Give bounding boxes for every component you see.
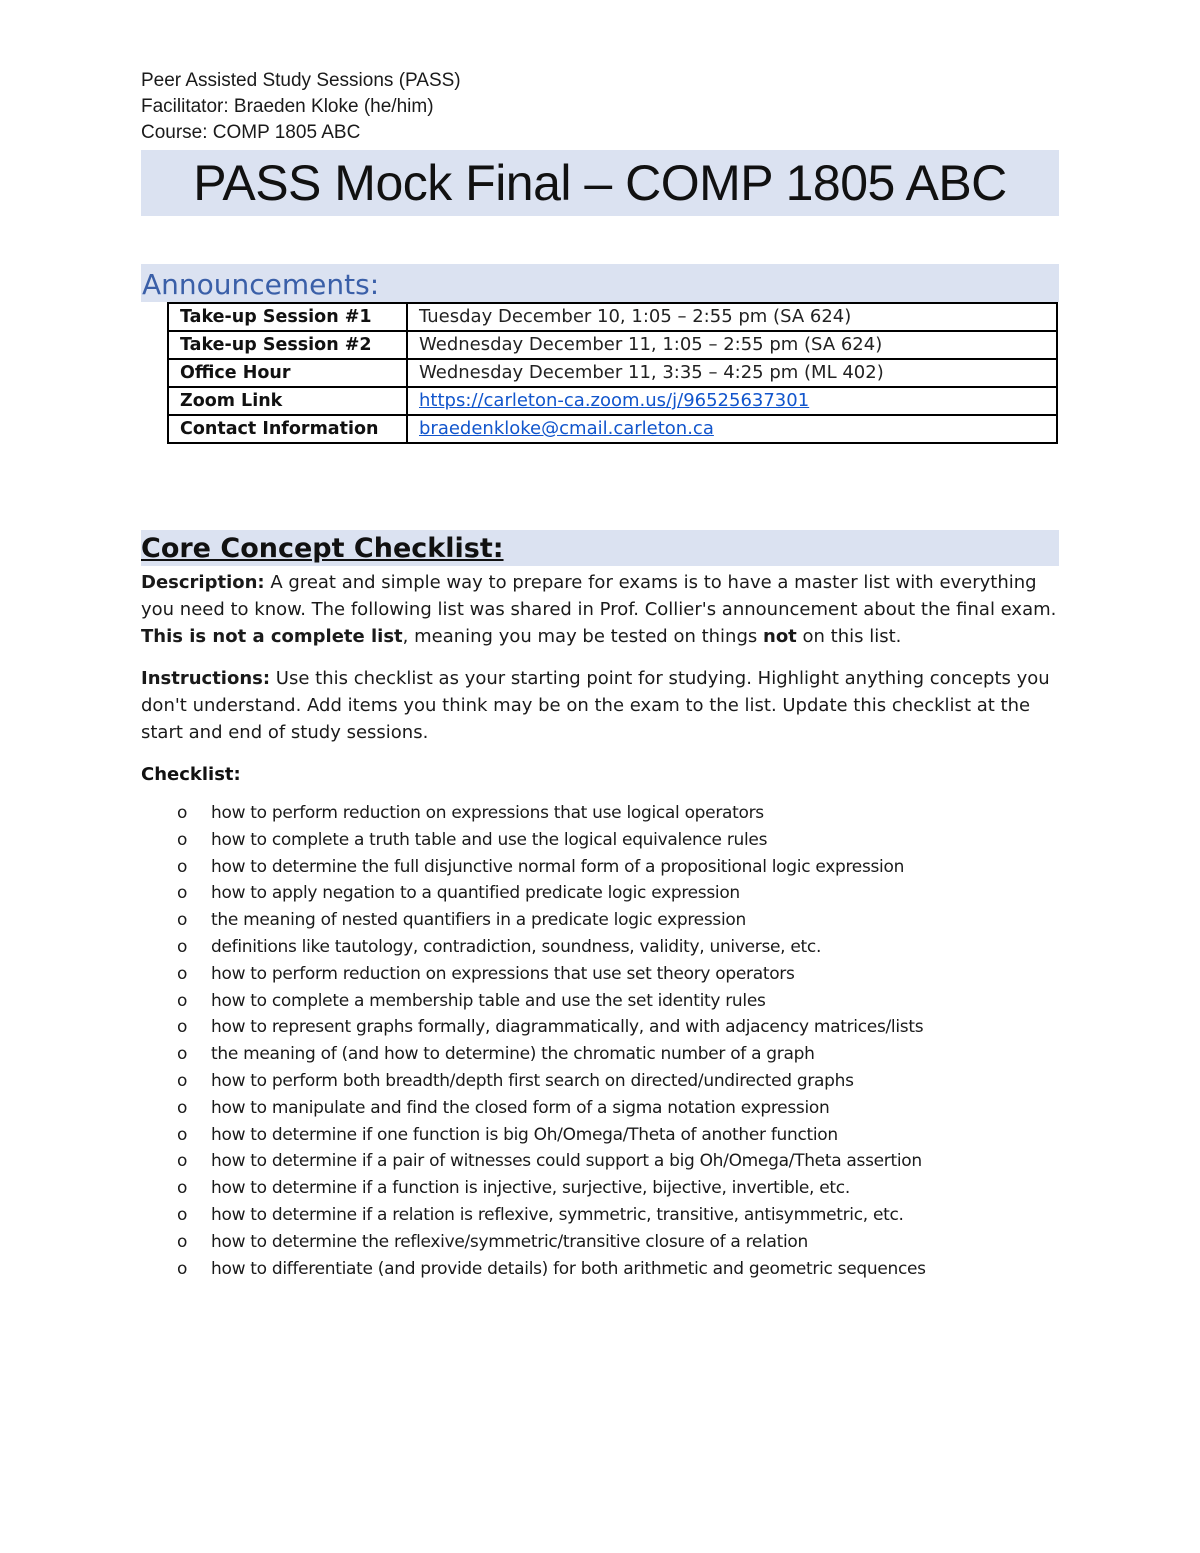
description-text-2: , meaning you may be tested on things [402, 626, 763, 647]
list-item-text: how to perform reduction on expressions that use logical operators [211, 803, 764, 823]
table-row [168, 303, 1057, 331]
checklist-items [141, 800, 1059, 1282]
list-item-text: how to determine if a function is injective, surjective, bijective, invertible, etc. [211, 1178, 850, 1199]
checklist-label: Checklist: [141, 764, 241, 785]
row-value: Wednesday December 11, 3:35 – 4:25 pm (ML 402) [407, 359, 1057, 387]
facilitator-line: Facilitator: Braeden Kloke (he/him) [141, 96, 434, 117]
table-row [168, 331, 1057, 359]
list-item-text: the meaning of nested quantifiers in a predicate logic expression [211, 910, 746, 931]
bullet-icon: o [177, 1151, 188, 1172]
bullet-icon: o [177, 1017, 188, 1038]
list-item [141, 880, 1059, 907]
list-item [141, 1202, 1059, 1229]
bullet-icon: o [177, 1258, 188, 1279]
list-item [141, 1229, 1059, 1256]
list-item-text: how to perform both breadth/depth first search on directed/undirected graphs [211, 1070, 854, 1091]
checklist-banner [141, 530, 1059, 566]
bullet-icon: o [177, 910, 188, 931]
row-value: Tuesday December 10, 1:05 – 2:55 pm (SA 624) [407, 303, 1057, 331]
bullet-icon: o [177, 1124, 188, 1145]
list-item-text: how to differentiate (and provide details) for both arithmetic and geometric sequences [211, 1258, 926, 1279]
instructions-paragraph [141, 665, 1059, 746]
table-row [168, 359, 1057, 387]
list-item [141, 934, 1059, 961]
table-row [168, 415, 1057, 443]
list-item [141, 1014, 1059, 1041]
list-item-text: how to determine if a relation is reflexive, symmetric, transitive, antisymmetric, etc. [211, 1204, 904, 1225]
description-text-3: on this list. [796, 626, 902, 647]
bullet-icon: o [177, 1097, 188, 1118]
list-item-text: how to perform reduction on expressions that use set theory operators [211, 963, 795, 984]
bullet-icon: o [177, 883, 188, 904]
course-line: Course: COMP 1805 ABC [141, 122, 361, 143]
list-item [141, 1175, 1059, 1202]
description-paragraph [141, 569, 1059, 650]
bullet-icon: o [177, 856, 188, 877]
bullet-icon: o [177, 803, 188, 823]
email-link[interactable]: braedenkloke@cmail.carleton.ca [419, 418, 714, 439]
list-item-text: how to determine if one function is big Oh/Omega/Theta of another function [211, 1124, 838, 1145]
checklist-heading: Core Concept Checklist: [141, 533, 504, 564]
row-value: Wednesday December 11, 1:05 – 2:55 pm (SA 624) [407, 331, 1057, 359]
row-label: Contact Information [168, 415, 407, 443]
list-item-text: how to determine the full disjunctive normal form of a propositional logic expression [211, 856, 905, 877]
list-item [141, 961, 1059, 988]
bullet-icon: o [177, 1204, 188, 1225]
bullet-icon: o [177, 1070, 188, 1091]
description-bold-1: This is not a complete list [141, 626, 403, 647]
bullet-icon: o [177, 936, 188, 957]
bullet-icon: o [177, 990, 188, 1011]
list-item [141, 1095, 1059, 1122]
bullet-icon: o [177, 1044, 188, 1065]
row-label: Zoom Link [168, 387, 407, 415]
bullet-icon: o [177, 963, 188, 984]
page-title: PASS Mock Final – COMP 1805 ABC [193, 155, 1007, 211]
document-page [141, 68, 1059, 1282]
email-link-cell [407, 415, 1057, 443]
list-item [141, 988, 1059, 1015]
list-item [141, 1148, 1059, 1175]
list-item [141, 1256, 1059, 1283]
title-banner [141, 150, 1059, 216]
bullet-icon: o [177, 1231, 188, 1252]
list-item-text: how to complete a membership table and use the set identity rules [211, 990, 766, 1011]
list-item [141, 1041, 1059, 1068]
list-item-text: how to apply negation to a quantified predicate logic expression [211, 883, 740, 904]
announcements-banner [141, 264, 1059, 302]
list-item [141, 1068, 1059, 1095]
list-item-text: how to determine if a pair of witnesses could support a big Oh/Omega/Theta assertion [211, 1151, 922, 1172]
list-item-text: definitions like tautology, contradiction, soundness, validity, universe, etc. [211, 936, 822, 957]
zoom-link[interactable]: https://carleton-ca.zoom.us/j/96525637301 [419, 390, 810, 411]
table-row [168, 387, 1057, 415]
bullet-icon: o [177, 1178, 188, 1199]
instructions-label: Instructions: [141, 668, 271, 689]
zoom-link-cell [407, 387, 1057, 415]
row-label: Take-up Session #2 [168, 331, 407, 359]
row-label: Office Hour [168, 359, 407, 387]
description-label: Description: [141, 572, 265, 593]
description-bold-2: not [763, 626, 797, 647]
list-item [141, 907, 1059, 934]
description-text-1: A great and simple way to prepare for exams is to have a master list with everything you need to know. The following list was shared in Prof. Collier's announcement about the final exam. [141, 572, 1057, 620]
program-name: Peer Assisted Study Sessions (PASS) [141, 70, 461, 91]
list-item [141, 827, 1059, 854]
instructions-text: Use this checklist as your starting point for studying. Highlight anything concepts you don't understand. Add items you think may be on the exam to the list. Update this checklist at the start and end of study sessions. [141, 668, 1050, 743]
announcements-table [167, 302, 1058, 444]
list-item [141, 854, 1059, 881]
list-item-text: the meaning of (and how to determine) the chromatic number of a graph [211, 1044, 815, 1065]
list-item [141, 1122, 1059, 1149]
list-item-text: how to determine the reflexive/symmetric/transitive closure of a relation [211, 1231, 808, 1252]
row-label: Take-up Session #1 [168, 303, 407, 331]
announcements-heading: Announcements: [142, 268, 380, 301]
list-item-text: how to manipulate and find the closed form of a sigma notation expression [211, 1097, 830, 1118]
list-item-text: how to represent graphs formally, diagrammatically, and with adjacency matrices/lists [211, 1017, 924, 1038]
list-item [141, 800, 1059, 827]
list-item-text: how to complete a truth table and use the logical equivalence rules [211, 829, 768, 850]
bullet-icon: o [177, 829, 188, 850]
